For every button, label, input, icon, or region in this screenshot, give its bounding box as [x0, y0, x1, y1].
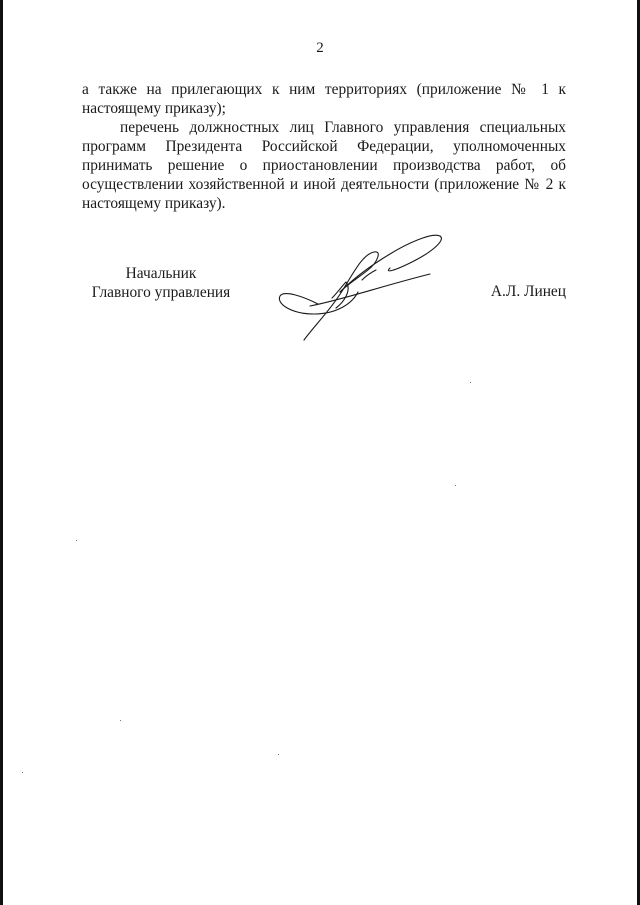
paragraph-1: а также на прилегающих к ним территориях (приложение № 1 к настоящему приказу);: [82, 81, 566, 117]
scan-speck: [455, 485, 456, 486]
signatory-title: [86, 264, 236, 302]
handwritten-signature: [272, 228, 452, 348]
scan-speck: [278, 754, 279, 755]
scan-speck: [470, 382, 471, 383]
paragraph-2: перечень должностных лиц Главного управления специальных программ Президента Российской Федерации, уполномоченных принимать решение о приостановлении производства работ, об осуществлении хозяйственной и иной деятельности (приложение № 2 к настоящему приказу).: [82, 119, 566, 212]
scan-speck: [22, 772, 23, 773]
scan-speck: [120, 720, 121, 721]
document-body: [82, 80, 566, 213]
page-number: 2: [316, 40, 324, 56]
signatory-title-line-2: Главного управления: [91, 284, 231, 301]
signatory-name: А.Л. Линец: [490, 283, 566, 300]
page-left-edge: [0, 0, 3, 905]
signatory-title-line-1: Начальник: [125, 265, 197, 282]
scan-speck: [76, 540, 77, 541]
